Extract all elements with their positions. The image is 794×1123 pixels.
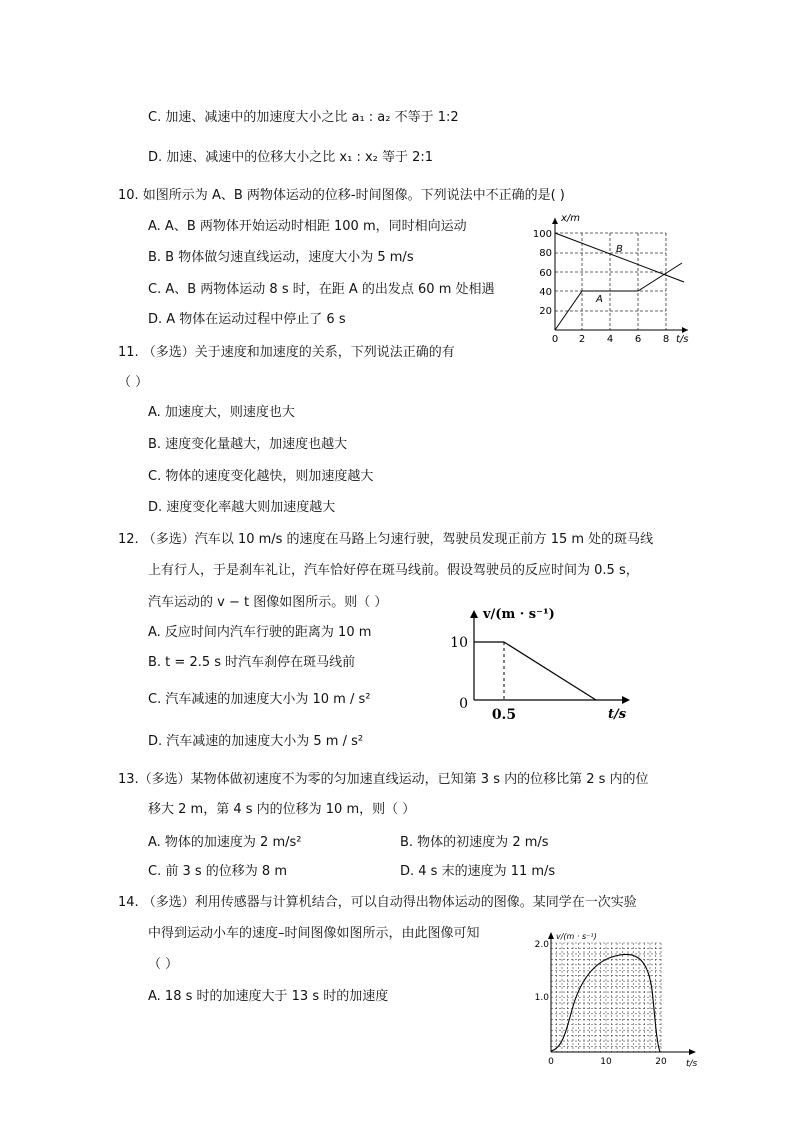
q12-option-a: A. 反应时间内汽车行驶的距离为 10 m [148,625,372,640]
q10-xtick: 4 [606,334,614,345]
q10-stem: 10. 如图所示为 A、B 两物体运动的位移-时间图像。下列说法中不正确的是( ) [118,188,565,203]
q9-option-c: C. 加速、减速中的加速度大小之比 a₁ : a₂ 不等于 1:2 [148,110,459,125]
q11-paren: （ ） [118,375,149,390]
q14-stem-line1: 14. （多选）利用传感器与计算机结合，可以自动得出物体运动的图像。某同学在一次实验 [118,895,637,910]
q13-option-a: A. 物体的加速度为 2 m/s² [148,835,302,850]
q10-ytick: 60 [539,268,552,279]
q10-ytick: 20 [539,306,552,317]
q10-xtick: 0 [551,334,559,345]
q11-option-a: A. 加速度大，则速度也大 [148,405,295,420]
q13-stem-line1: 13.（多选）某物体做初速度不为零的匀加速直线运动，已知第 3 s 内的位移比第 2 s 内的位 [118,772,649,787]
q14-ytick: 1.0 [534,993,549,1003]
q13-option-d: D. 4 s 末的速度为 11 m/s [400,864,556,879]
q12-option-c: C. 汽车减速的加速度大小为 10 m / s² [148,692,371,707]
q10-ytick: 40 [539,287,552,298]
q13-option-c: C. 前 3 s 的位移为 8 m [148,864,287,879]
q10-option-c: C. A、B 两物体运动 8 s 时，在距 A 的出发点 60 m 处相遇 [148,282,495,297]
q9-option-d: D. 加速、减速中的位移大小之比 x₁ : x₂ 等于 2:1 [148,150,434,165]
q12-stem-line2: 上有行人，于是刹车礼让，汽车恰好停在斑马线前。假设驾驶员的反应时间为 0.5 s， [148,563,639,578]
q11-option-c: C. 物体的速度变化越快，则加速度越大 [148,469,374,484]
q10-xtick: 2 [578,334,586,345]
q10-option-b: B. B 物体做匀速直线运动，速度大小为 5 m/s [148,250,414,265]
q10-xtick: 6 [634,334,642,345]
q14-ytick: 2.0 [534,940,549,950]
q10-option-a: A. A、B 两物体开始运动时相距 100 m，同时相向运动 [148,219,467,234]
q12-xtick-05: 0.5 [491,707,517,723]
q10-x-axis-label: t/s [676,334,689,345]
q10-xt-graph [530,212,700,346]
q12-vt-graph [445,604,645,724]
q11-stem: 11. （多选）关于速度和加速度的关系，下列说法正确的有 [118,345,455,360]
q12-stem-line3: 汽车运动的 v − t 图像如图所示。则（ ） [148,595,388,610]
q14-vt-graph [525,930,700,1068]
q10-ytick: 80 [539,248,552,259]
q12-option-d: D. 汽车减速的加速度大小为 5 m / s² [148,734,364,749]
q10-ytick: 100 [532,229,552,240]
q14-option-a: A. 18 s 时的加速度大于 13 s 时的加速度 [148,989,389,1004]
q10-line-b-label: B [616,244,623,255]
q12-ytick-10: 10 [450,635,468,651]
q13-option-b: B. 物体的初速度为 2 m/s [400,835,549,850]
q12-stem-line1: 12. （多选）汽车以 10 m/s 的速度在马路上匀速行驶，驾驶员发现正前方 15 m 处的斑马线 [118,532,654,547]
q10-line-a-label: A [596,294,603,305]
q10-xtick: 8 [662,334,670,345]
q14-y-axis-label: v/(m · s⁻¹) [556,932,597,941]
q14-xtick: 10 [600,1057,612,1067]
q14-paren: （ ） [148,957,179,972]
q14-stem-line2: 中得到运动小车的速度–时间图像如图所示，由此图像可知 [148,926,480,941]
q10-option-d: D. A 物体在运动过程中停止了 6 s [148,312,346,327]
q12-origin-label: 0 [459,696,468,712]
q10-y-axis-label: x/m [561,213,581,224]
q12-option-b: B. t = 2.5 s 时汽车刹停在斑马线前 [148,655,356,670]
q11-option-b: B. 速度变化量越大，加速度也越大 [148,437,348,452]
q14-x-axis-label: t/s [686,1059,698,1068]
q12-x-axis-label: t/s [608,707,627,722]
q12-y-axis-label: v/(m · s⁻¹) [483,607,555,622]
q13-stem-line2: 移大 2 m，第 4 s 内的位移为 10 m，则（ ） [148,802,416,817]
q14-xtick: 20 [655,1057,667,1067]
q11-option-d: D. 速度变化率越大则加速度越大 [148,500,336,515]
q14-xtick: 0 [548,1057,554,1067]
